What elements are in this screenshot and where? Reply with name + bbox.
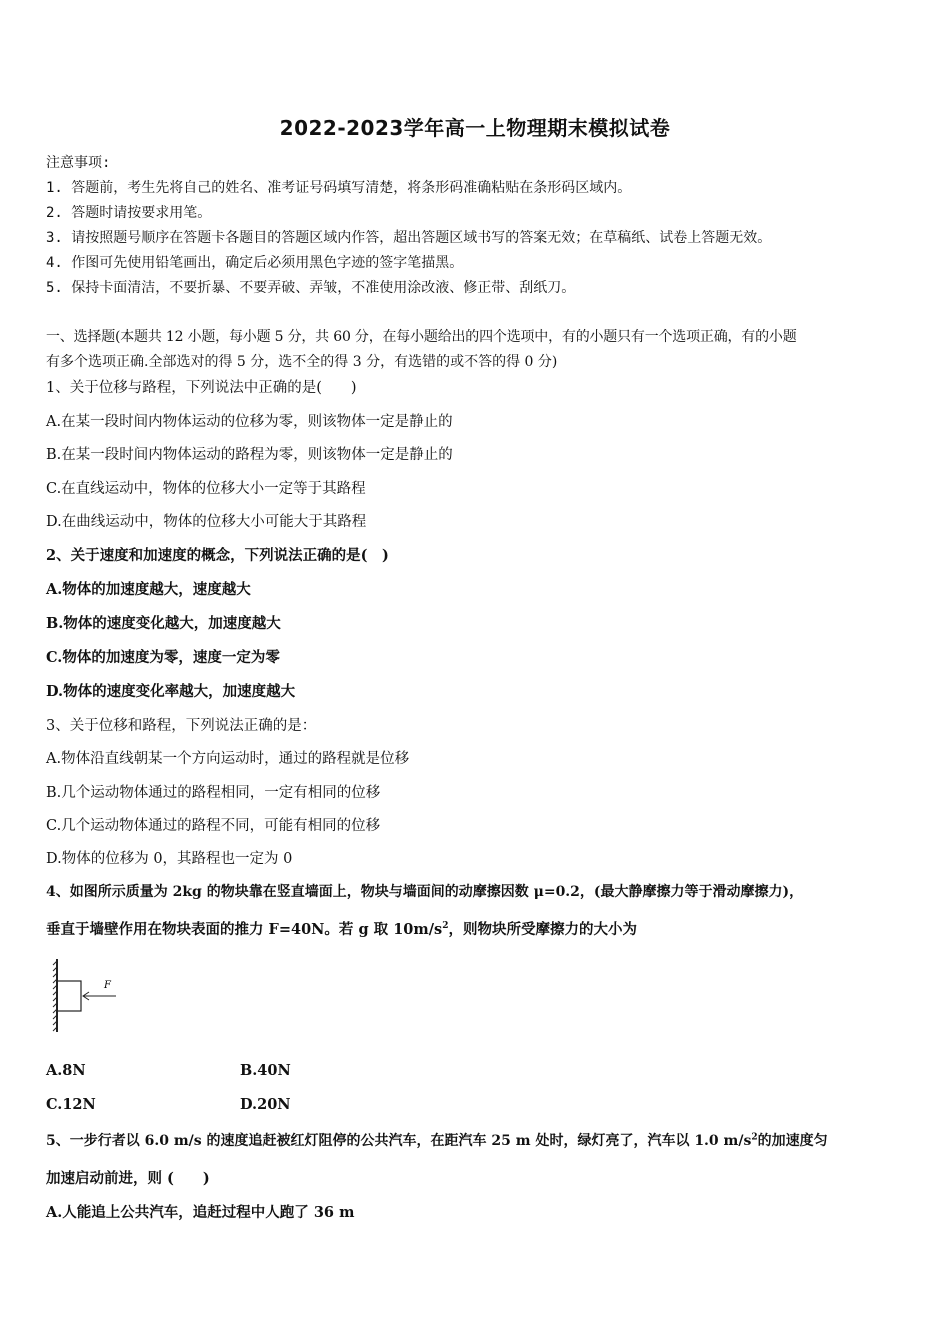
q4-option-b: B.40N xyxy=(240,1062,291,1079)
q3-option-d: D.物体的位移为 0，其路程也一定为 0 xyxy=(46,851,293,867)
q4-options-row1 xyxy=(46,1062,291,1079)
block xyxy=(57,981,81,1011)
q3-option-c: C.几个运动物体通过的路程不同，可能有相同的位移 xyxy=(46,818,381,834)
section-intro-line2: 有多个选项正确.全部选对的得 5 分，选不全的得 3 分，有选错的或不答的得 0 分) xyxy=(46,354,558,370)
q1-option-a: A.在某一段时间内物体运动的位移为零，则该物体一定是静止的 xyxy=(46,414,453,430)
q3-option-b: B.几个运动物体通过的路程相同，一定有相同的位移 xyxy=(46,785,381,801)
q1-option-b: B.在某一段时间内物体运动的路程为零，则该物体一定是静止的 xyxy=(46,447,453,463)
q1-stem: 1、关于位移与路程，下列说法中正确的是( ) xyxy=(46,380,357,396)
notice-item-4: 4. 作图可先使用铅笔画出，确定后必须用黑色字迹的签字笔描黑。 xyxy=(46,255,464,271)
notice-heading: 注意事项: xyxy=(46,155,111,171)
q3-stem: 3、关于位移和路程，下列说法正确的是： xyxy=(46,718,317,734)
q4-option-c: C.12N xyxy=(46,1096,96,1113)
q1-option-d: D.在曲线运动中，物体的位移大小可能大于其路程 xyxy=(46,514,367,530)
notice-item-1: 1. 答题前，考生先将自己的姓名、准考证号码填写清楚，将条形码准确粘贴在条形码区域内。 xyxy=(46,180,632,196)
q5-option-a: A.人能追上公共汽车，追赶过程中人跑了 36 m xyxy=(46,1204,355,1221)
q4-options-row2 xyxy=(46,1096,291,1113)
force-label: F xyxy=(104,980,111,991)
page-title: 2022-2023学年高一上物理期末模拟试卷 xyxy=(279,116,671,140)
q4-stem-line2: 垂直于墙壁作用在物块表面的推力 F=40N。若 g 取 $10m/s^2$，则物块所受摩擦力的大小为 xyxy=(46,921,637,938)
q2-option-a: A.物体的加速度越大，速度越大 xyxy=(46,581,251,598)
q4-option-a: A.8N xyxy=(46,1062,86,1079)
wall-block-force-figure xyxy=(44,955,134,1035)
section-intro-line1: 一、选择题(本题共 12 小题，每小题 5 分，共 60 分，在每小题给出的四个选项中，有的小题只有一个选项正确，有的小题 xyxy=(46,329,797,345)
q2-option-d: D.物体的速度变化率越大，加速度越大 xyxy=(46,683,296,700)
notice-item-3: 3. 请按照题号顺序在答题卡各题目的答题区域内作答，超出答题区域书写的答案无效；在草稿纸、试卷上答题无效。 xyxy=(46,230,772,246)
q4-option-d: D.20N xyxy=(240,1096,291,1113)
q2-option-c: C.物体的加速度为零，速度一定为零 xyxy=(46,649,280,666)
q4-stem-line1: 4、如图所示质量为 2kg 的物块靠在竖直墙面上，物块与墙面间的动摩擦因数 μ=0.2，(最大静摩擦力等于滑动摩擦力)， xyxy=(46,884,804,900)
q5-stem-line2: 加速启动前进，则 ( ) xyxy=(46,1170,210,1187)
q5-stem-line1: 5、一步行者以 6.0 m/s 的速度追赶被红灯阻停的公共汽车，在距汽车 25 m 处时，绿灯亮了，汽车以 1.0 $m/s^2$的加速度匀 xyxy=(46,1132,828,1149)
notice-item-2: 2. 答题时请按要求用笔。 xyxy=(46,205,212,221)
q2-option-b: B.物体的速度变化越大，加速度越大 xyxy=(46,615,281,632)
q2-stem: 2、关于速度和加速度的概念，下列说法正确的是( ) xyxy=(46,547,389,564)
q3-option-a: A.物体沿直线朝某一个方向运动时，通过的路程就是位移 xyxy=(46,751,410,767)
notice-item-5: 5. 保持卡面清洁，不要折暴、不要弄破、弄皱，不准使用涂改液、修正带、刮纸刀。 xyxy=(46,280,576,296)
q1-option-c: C.在直线运动中，物体的位移大小一定等于其路程 xyxy=(46,481,366,497)
